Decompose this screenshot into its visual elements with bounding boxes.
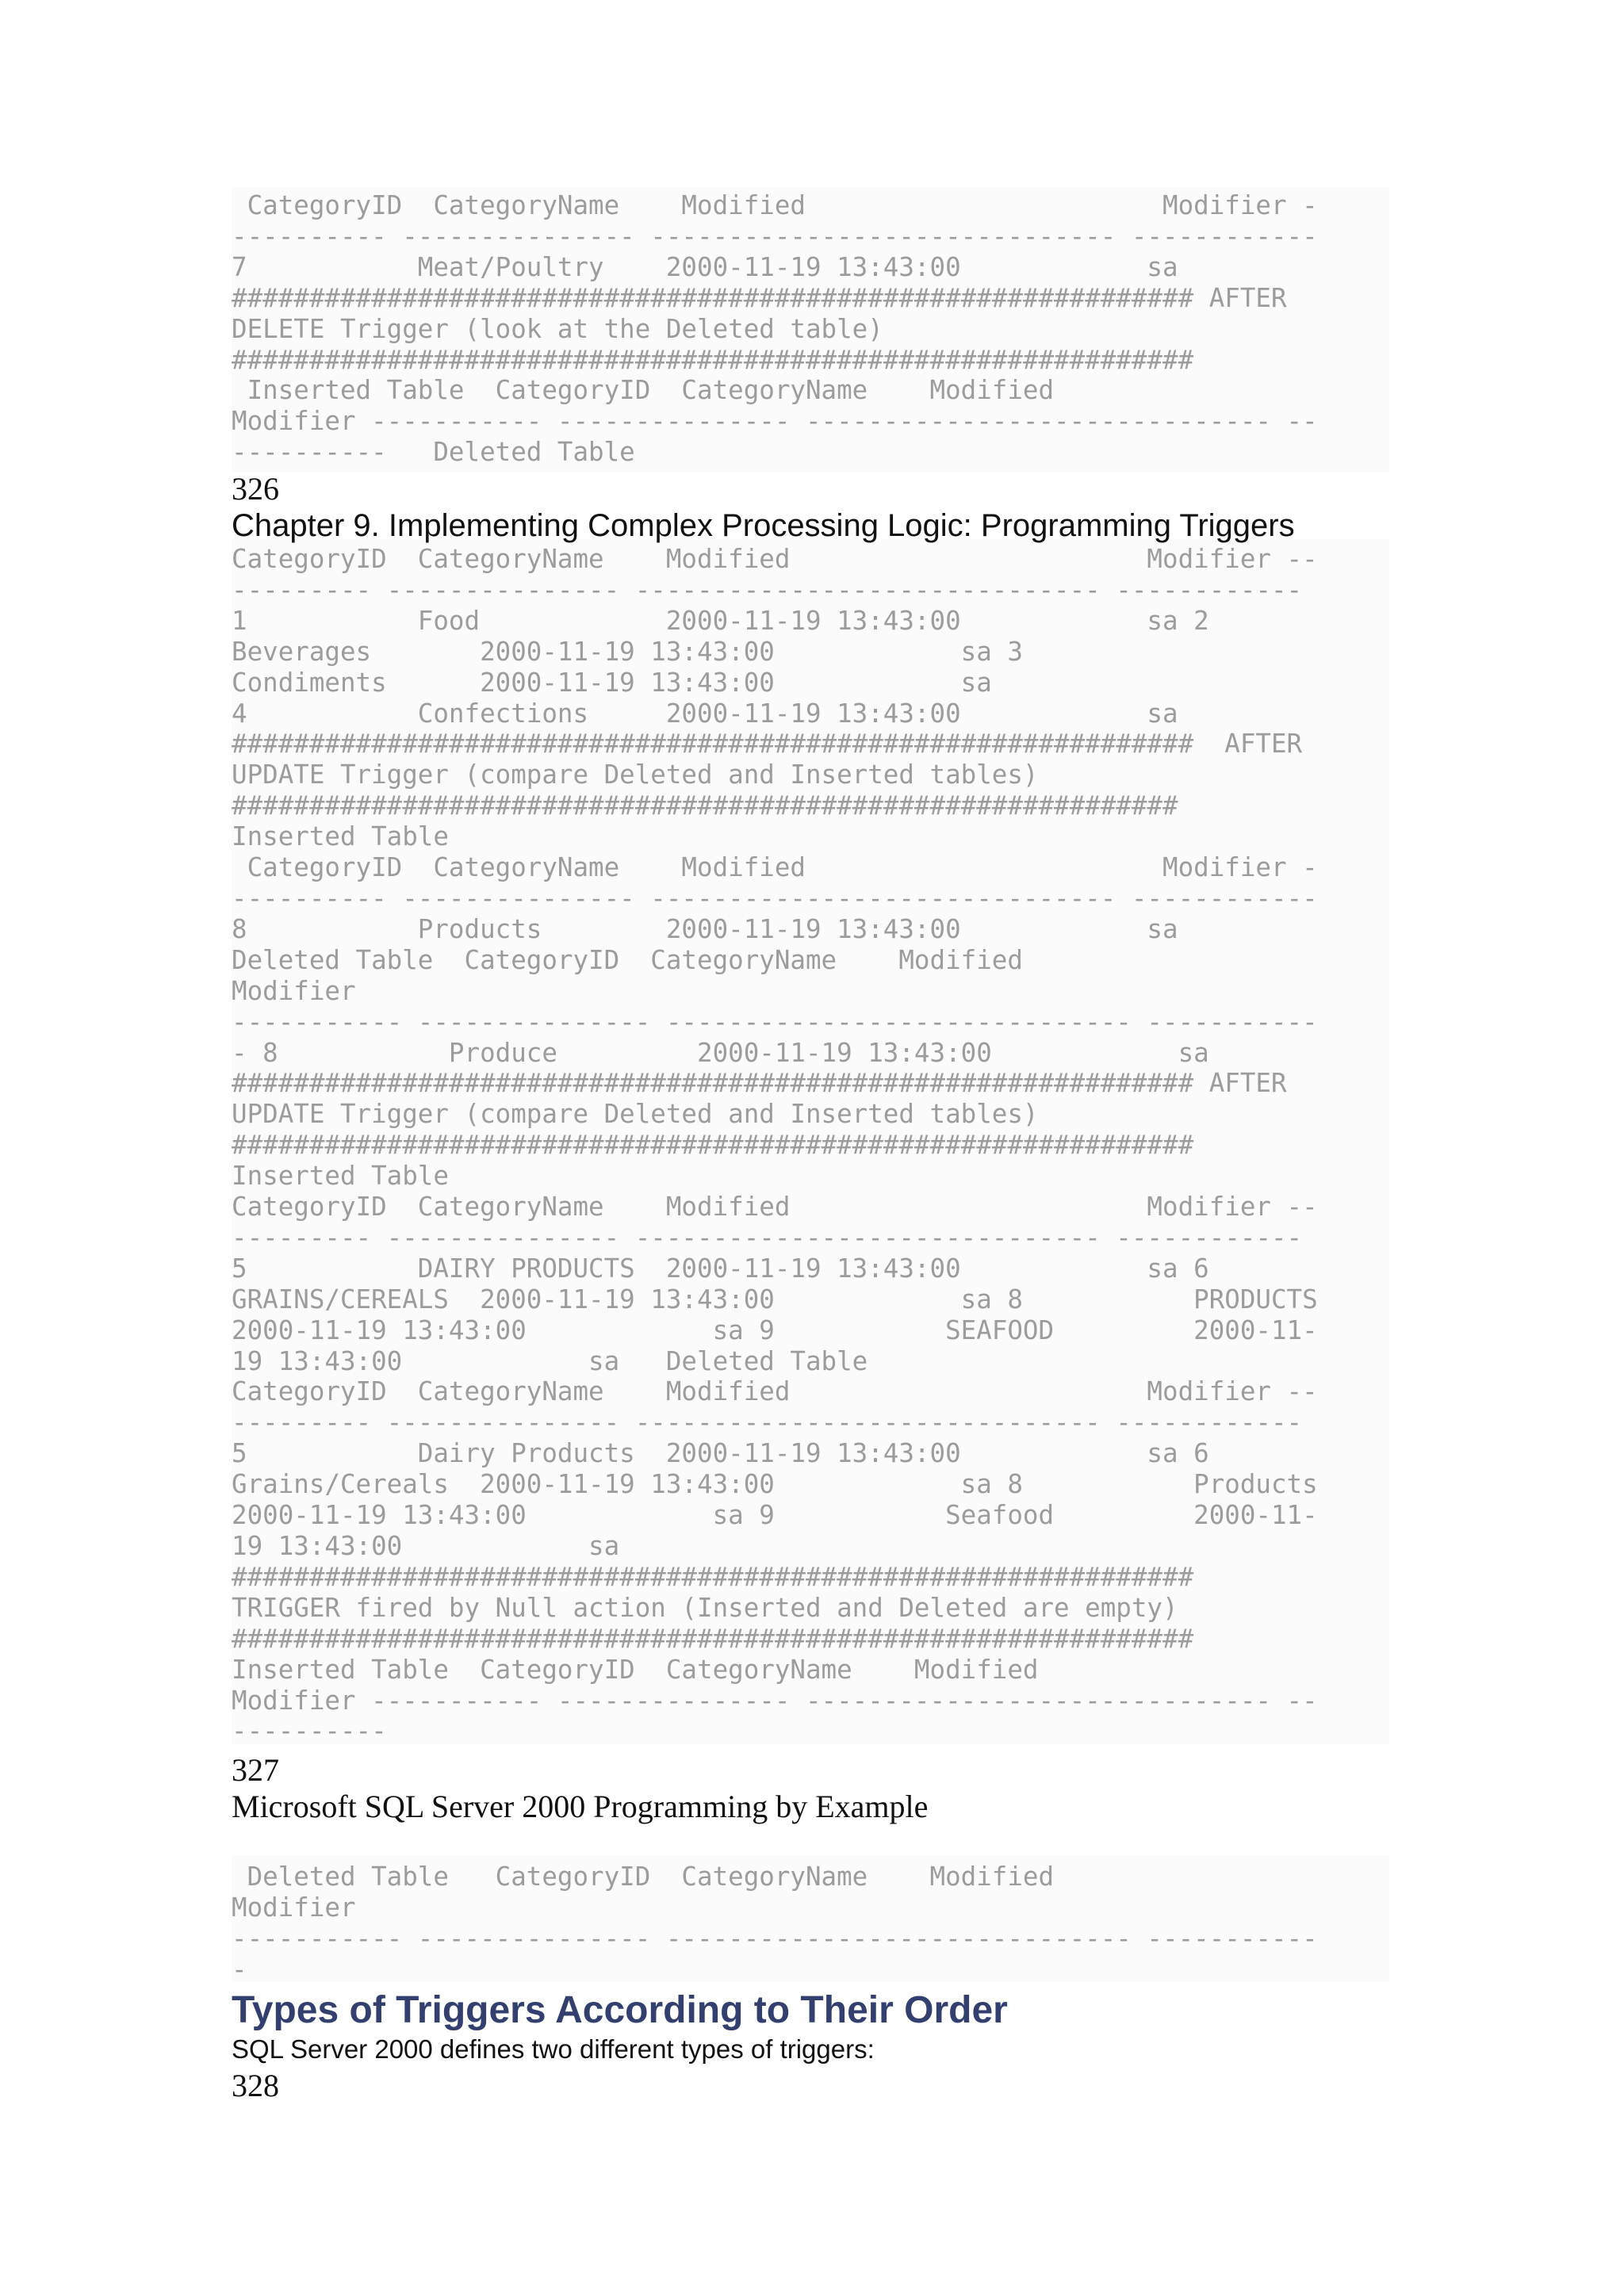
code-line: Condiments 2000-11-19 13:43:00 sa <box>232 667 992 698</box>
section-heading: Types of Triggers According to Their Order <box>232 1989 1008 2031</box>
code-line: Modifier <box>232 1892 356 1923</box>
code-output-block-2 <box>232 544 1389 1747</box>
code-line: Inserted Table <box>232 1161 449 1192</box>
code-line: CategoryID CategoryName Modified Modifier - <box>232 852 1318 883</box>
code-line: Modifier ----------- --------------- ------------------------------ -- <box>232 1685 1318 1716</box>
book-title: Microsoft SQL Server 2000 Programming by Example <box>232 1789 929 1824</box>
code-line: DELETE Trigger (look at the Deleted table) <box>232 313 883 344</box>
code-line: 19 13:43:00 sa <box>232 1531 620 1561</box>
code-line: ----------- --------------- ------------------------------ ----------- <box>232 1923 1318 1954</box>
code-line: ############################################################## <box>232 1130 1194 1161</box>
code-line: 2000-11-19 13:43:00 sa 9 SEAFOOD 2000-11- <box>232 1314 1318 1345</box>
code-line: 7 Meat/Poultry 2000-11-19 13:43:00 sa <box>232 251 1178 282</box>
page-number-327: 327 <box>232 1752 279 1788</box>
chapter-title: Chapter 9. Implementing Complex Processing Logic: Programming Triggers <box>232 508 1295 543</box>
code-line: CategoryID CategoryName Modified Modifier -- <box>232 544 1318 574</box>
code-line: Deleted Table CategoryID CategoryName Modified <box>232 1862 1055 1892</box>
code-line: 5 DAIRY PRODUCTS 2000-11-19 13:43:00 sa 6 <box>232 1253 1209 1284</box>
code-line: 5 Dairy Products 2000-11-19 13:43:00 sa 6 <box>232 1438 1209 1469</box>
code-line: Grains/Cereals 2000-11-19 13:43:00 sa 8 Products <box>232 1469 1318 1500</box>
code-line: 8 Products 2000-11-19 13:43:00 sa <box>232 913 1178 944</box>
code-line: ---------- Deleted Table <box>232 437 635 468</box>
code-output-block-3 <box>232 1862 1389 1985</box>
code-line: Modifier ----------- --------------- ------------------------------ -- <box>232 406 1318 437</box>
code-line: ----------- --------------- ------------------------------ ----------- <box>232 1006 1318 1037</box>
code-line: 1 Food 2000-11-19 13:43:00 sa 2 <box>232 605 1209 636</box>
page-number-328: 328 <box>232 2068 279 2103</box>
code-line: --------- --------------- ------------------------------ ------------ <box>232 1407 1303 1438</box>
code-line: UPDATE Trigger (compare Deleted and Inserted tables) <box>232 760 1039 790</box>
code-line: - <box>232 1954 247 1984</box>
code-line: ############################################################## AFTER <box>232 282 1287 313</box>
code-line: 4 Confections 2000-11-19 13:43:00 sa <box>232 698 1178 729</box>
code-line: ---------- --------------- ------------------------------ ------------ <box>232 882 1318 913</box>
page-number-326: 326 <box>232 471 279 507</box>
code-line: CategoryID CategoryName Modified Modifier -- <box>232 1376 1318 1407</box>
code-line: CategoryID CategoryName Modified Modifier - <box>232 190 1318 220</box>
code-line: Deleted Table CategoryID CategoryName Modified <box>232 944 1023 975</box>
code-line: GRAINS/CEREALS 2000-11-19 13:43:00 sa 8 PRODUCTS <box>232 1284 1318 1314</box>
code-line: UPDATE Trigger (compare Deleted and Inserted tables) <box>232 1099 1039 1130</box>
code-line: CategoryID CategoryName Modified Modifier -- <box>232 1192 1318 1223</box>
code-line: ############################################################## AFTER <box>232 729 1303 760</box>
code-line: Beverages 2000-11-19 13:43:00 sa 3 <box>232 636 1023 667</box>
code-line: Inserted Table CategoryID CategoryName Modified <box>232 1654 1039 1685</box>
code-line: - 8 Produce 2000-11-19 13:43:00 sa <box>232 1037 1209 1068</box>
code-line: 2000-11-19 13:43:00 sa 9 Seafood 2000-11- <box>232 1500 1318 1531</box>
body-paragraph: SQL Server 2000 defines two different types of triggers: <box>232 2034 875 2064</box>
code-line: --------- --------------- ------------------------------ ------------ <box>232 574 1303 605</box>
code-line: ############################################################## <box>232 344 1194 375</box>
code-line: ############################################################## AFTER <box>232 1068 1287 1099</box>
code-line: ############################################################# <box>232 790 1178 821</box>
code-output-block-1 <box>232 190 1389 468</box>
code-line: ############################################################## <box>232 1561 1194 1592</box>
code-line: --------- --------------- ------------------------------ ------------ <box>232 1222 1303 1253</box>
code-line: Inserted Table <box>232 821 449 852</box>
code-line: 19 13:43:00 sa Deleted Table <box>232 1345 868 1376</box>
code-line: Inserted Table CategoryID CategoryName Modified <box>232 375 1055 406</box>
code-line: ############################################################## <box>232 1623 1194 1654</box>
code-line: ---------- <box>232 1716 387 1747</box>
code-line: TRIGGER fired by Null action (Inserted and Deleted are empty) <box>232 1592 1178 1623</box>
code-line: ---------- --------------- ------------------------------ ------------ <box>232 220 1318 251</box>
code-line: Modifier <box>232 975 356 1006</box>
